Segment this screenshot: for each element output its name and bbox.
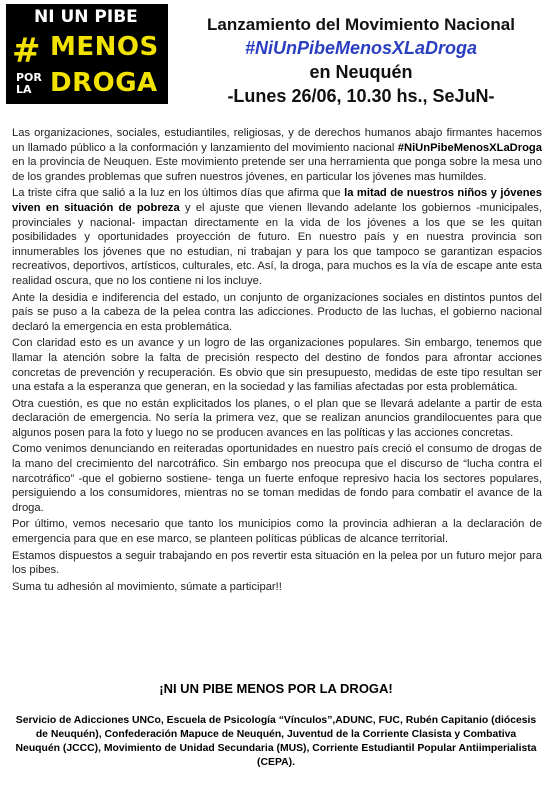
logo-line-3: DROGA <box>50 68 158 98</box>
p1-text-c: en la provincia de Neuquen. Este movimiento pretende ser una herramienta que ponga sobre la mesa uno de los grandes problemas que sufren nuestros jóvenes, en particular los jóvenes mas humildes. <box>12 156 542 183</box>
header-location: en Neuquén <box>309 62 413 82</box>
paragraph-1 <box>12 126 542 184</box>
p1-hashtag: #NiUnPibeMenosXLaDroga <box>397 141 542 154</box>
logo-hash: # <box>12 31 41 71</box>
p2-emphasis: la mitad de nuestros niños y jóvenes viven en situación de pobreza <box>12 187 542 214</box>
paragraph-6: Como venimos denunciando en reiteradas oportunidades en nuestro país creció el consumo de drogas de la mano del crecimiento del narcotráfico. Sin embargo nos preocupa que el discurso de “lucha contra el narcotráfico” -que el gobierno sostiene- tenga un fuerte enfoque represivo hacia los sectores populares, persiguiendo a los consumidores, mientras no se toman medidas de fondo para combatir el avance de la droga. <box>12 443 542 514</box>
signers-list: Servicio de Adicciones UNCo, Escuela de Psicología “Vínculos”,ADUNC, FUC, Rubén Capitanio (diócesis de Neuquén), Confederación Mapuce de Neuquén, Juventud de la Corriente Clasista y Combativa Neuquén (JCCC), Movimiento de Unidad Secundaria (MUS), Corriente Estudiantil Popular Antiimperialista (CEPA). <box>15 715 537 768</box>
campaign-logo <box>6 4 168 104</box>
p2-text-a: La triste cifra que salió a la luz en los últimos días que afirma que <box>12 187 345 200</box>
logo-line-1: NI UN PIBE <box>34 7 138 27</box>
logo-por-la: POR LA <box>16 71 42 96</box>
paragraph-2 <box>12 186 542 288</box>
header-title: Lanzamiento del Movimiento Nacional <box>207 15 515 34</box>
paragraph-9: Suma tu adhesión al movimiento, súmate a participar!! <box>12 580 282 593</box>
paragraph-4: Con claridad esto es un avance y un logro de las organizaciones populares. Sin embargo, tenemos que llamar la atención sobre la falta de precisión respecto del destino de fondos para afrontar acciones concretas de prevención y recuperación. Es obvio que sin presupuesto, medidas de este tipo resultan ser una estafa a la esperanza que generan, en la sociedad y las familias afectadas por esta problemática. <box>12 337 542 394</box>
p2-text-c: y el ajuste que vienen llevando adelante los gobiernos -municipales, provinciales y nacional- impactan directamente en la vida de los jóvenes a los que se les quitan posibilidades y oportunidades proyección de futuro. En nuestro país y en nuestra provincia son innumerables los jóvenes que no estudian, ni trabajan y para los que tampoco se garantizan espacios recreativos, deportivos, artísticos, culturales, etc. Así, la droga, para muchos es la vía de escape ante esta realidad oscura, que no los contiene ni los incluye. <box>12 201 542 287</box>
statement-body <box>12 126 542 596</box>
paragraph-3: Ante la desidia e indiferencia del estado, un conjunto de organizaciones sociales en distintos puntos del país se puso a la cabeza de la pelea contra las adicciones. Producto de las luchas, el gobierno nacional declaró la emergencia en esta problemática. <box>12 291 542 333</box>
p1-text-a: Las organizaciones, sociales, estudiantiles, religiosas, y de derechos humanos abajo firmantes hacemos un llamado público a la conformación y lanzamiento del movimiento nacional <box>12 127 542 154</box>
header-date: -Lunes 26/06, 10.30 hs., SeJuN- <box>227 86 495 106</box>
paragraph-5: Otra cuestión, es que no están explicitados los planes, o el plan que se llevará adelante a partir de esta declaración de emergencia. No sería la primera vez, que se realizan anuncios grandilocuentes para que algunos posen para la foto y luego no se producen avances en las políticas y las acciones concretas. <box>12 397 542 439</box>
header <box>176 14 546 108</box>
header-hashtag: #NiUnPibeMenosXLaDroga <box>244 38 478 58</box>
logo-line-2: MENOS <box>50 32 159 62</box>
paragraph-8: Estamos dispuestos a seguir trabajando en pos revertir esta situación en la pelea por un futuro mejor para los pibes. <box>12 549 542 577</box>
paragraph-7: Por último, vemos necesario que tanto los municipios como la provincia adhieran a la declaración de emergencia para que en ese marco, se planteen políticas públicas de alcance territorial. <box>12 518 542 546</box>
slogan: ¡NI UN PIBE MENOS POR LA DROGA! <box>159 681 393 696</box>
